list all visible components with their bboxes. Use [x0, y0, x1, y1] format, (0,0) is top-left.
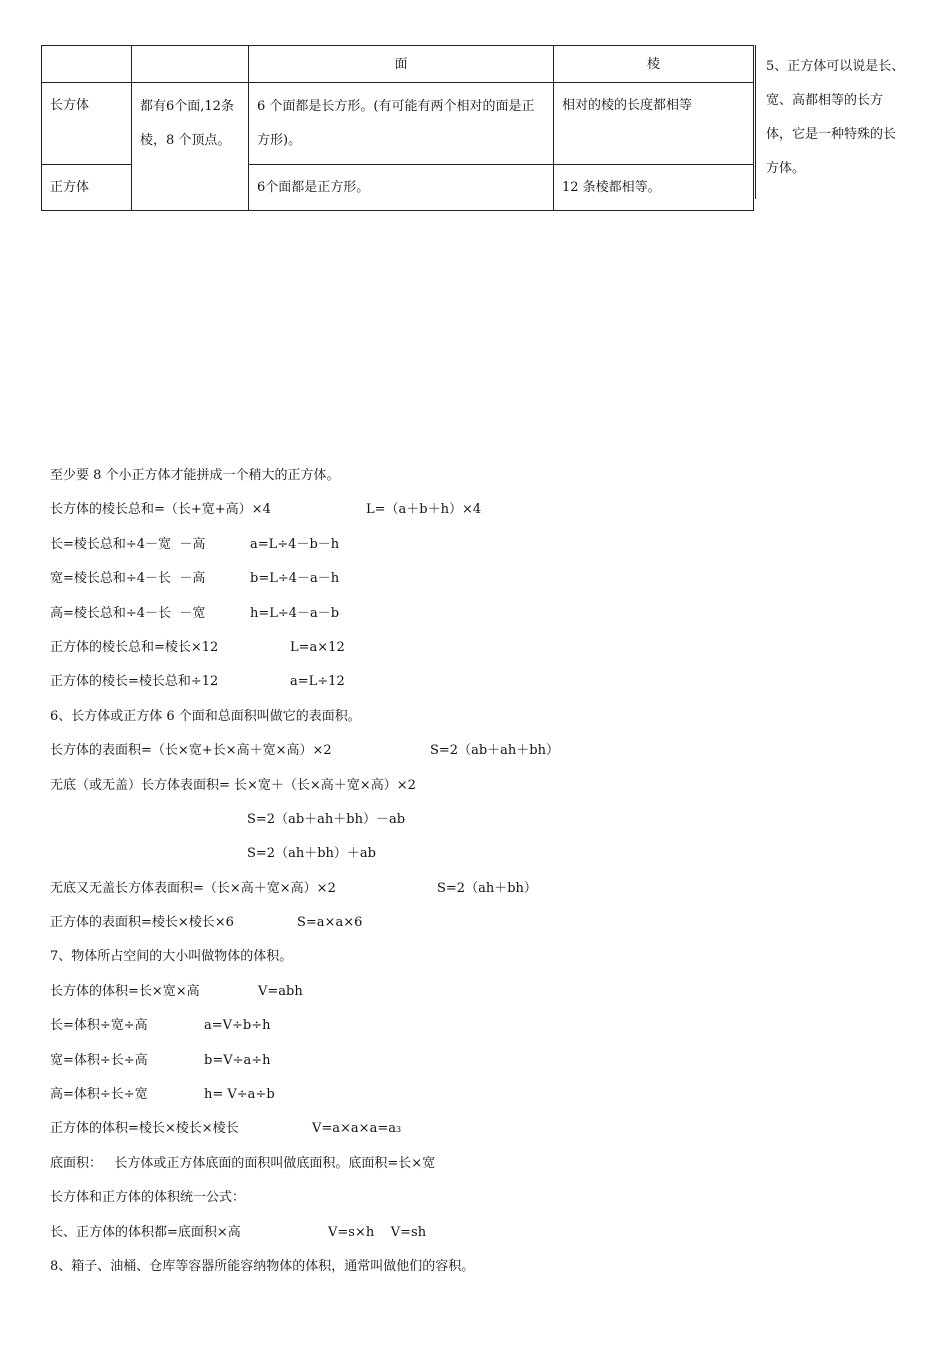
formula-text: 宽=棱长总和÷4－长 －高 — [50, 571, 206, 587]
formula-line — [50, 463, 930, 497]
formula-text: 长方体和正方体的体积统一公式： — [50, 1190, 246, 1206]
formula-line — [50, 635, 930, 669]
formula-line — [50, 669, 930, 703]
cube-face-cell — [249, 165, 554, 211]
table-header-row — [42, 46, 754, 83]
formula-text: 正方体的棱长总和=棱长×12 — [50, 639, 219, 655]
formula-text: 正方体的体积=棱长×棱长×棱长 — [50, 1121, 239, 1137]
formula-line — [50, 876, 930, 910]
cube-edge-cell — [554, 165, 754, 211]
formula-symbolic: a=V÷b÷h — [204, 1018, 271, 1034]
cuboid-edge-cell — [554, 83, 754, 165]
row-label-cuboid — [42, 83, 132, 165]
formula-line — [50, 601, 930, 635]
formula-text: 无底又无盖长方体表面积=（长×高＋宽×高）×2 — [50, 880, 336, 896]
formula-symbolic: V=s×h V=sh — [328, 1224, 427, 1240]
exponent-superscript: 3 — [395, 1125, 402, 1135]
formula-line — [50, 1220, 930, 1254]
formula-text: 长、正方体的体积都=底面积×高 — [50, 1224, 241, 1240]
formula-text: 正方体的棱长=棱长总和÷12 — [50, 674, 219, 690]
formula-text: 高=棱长总和÷4－长 －宽 — [50, 605, 206, 621]
formula-text: 至少要 8 个小正方体才能拼成一个稍大的正方体。 — [50, 468, 340, 483]
formula-text: 宽=体积÷长÷高 — [50, 1052, 148, 1068]
formula-text: 正方体的表面积=棱长×棱长×6 — [50, 915, 234, 931]
formula-line — [50, 807, 930, 841]
formula-line — [50, 1185, 930, 1219]
formula-symbolic: L=（a＋b＋h）×4 — [366, 502, 482, 518]
side-note-cube-definition: 5、正方体可以说是长、宽、高都相等的长方体，它是一种特殊的长方体。 — [766, 59, 905, 176]
formula-line — [50, 773, 930, 807]
formula-line — [50, 944, 930, 978]
cuboid-cube-comparison-table — [41, 45, 754, 211]
formula-symbolic: V=a×a×a=a3 — [312, 1121, 402, 1137]
formula-symbolic: a=L÷12 — [290, 674, 345, 690]
formula-line — [50, 1082, 930, 1116]
formula-text: 底面积： 长方体或正方体底面的面积叫做底面积。底面积=长×宽 — [50, 1155, 436, 1171]
cube-edge-text: 12 条棱都相等。 — [562, 180, 661, 195]
formula-symbolic: L=a×12 — [290, 639, 345, 655]
formula-line — [50, 738, 930, 772]
formula-lines — [50, 463, 930, 1288]
formula-symbolic: V=abh — [258, 983, 303, 999]
formula-symbolic: h= V÷a÷b — [204, 1087, 275, 1103]
formula-text: S=2（ab＋ah＋bh）－ab — [247, 811, 406, 827]
cuboid-face-cell: 6 个面都是长方形。(有可能有两个相对的面是正方形)。 — [249, 83, 554, 165]
formula-symbolic: S=a×a×6 — [297, 915, 363, 931]
formula-text: 无底（或无盖）长方体表面积= 长×宽＋（长×高＋宽×高）×2 — [50, 777, 416, 793]
common-properties-cell: 都有6个面,12条棱，8 个顶点。 — [132, 83, 249, 211]
formula-symbolic: S=2（ah＋bh） — [437, 880, 537, 896]
formula-line — [50, 532, 930, 566]
formula-symbolic: b=L÷4－a－h — [250, 571, 340, 587]
side-divider-line — [755, 45, 756, 199]
formula-symbolic: b=V÷a÷h — [204, 1052, 271, 1068]
row-label-text: 长方体 — [50, 98, 90, 113]
formula-symbolic: h=L÷4－a－b — [250, 605, 340, 621]
row-label-text: 正方体 — [50, 180, 90, 195]
formula-text: 长=体积÷宽÷高 — [50, 1018, 148, 1034]
formula-line — [50, 497, 930, 531]
header-cell-empty-2 — [132, 46, 249, 83]
formula-symbolic: S=2（ab＋ah＋bh） — [430, 743, 559, 759]
header-cell-face: 面 — [249, 46, 554, 83]
formula-line — [50, 1048, 930, 1082]
formula-line — [50, 841, 930, 875]
formula-line — [50, 1151, 930, 1185]
cuboid-edge-text: 相对的棱的长度都相等 — [562, 98, 693, 113]
formula-line — [50, 1254, 930, 1288]
formula-line — [50, 910, 930, 944]
table-row-cuboid — [42, 83, 754, 165]
formula-text: 8、箱子、油桶、仓库等容器所能容纳物体的体积，通常叫做他们的容积。 — [50, 1258, 475, 1274]
formula-line — [50, 1116, 930, 1150]
formula-text: 7、物体所占空间的大小叫做物体的体积。 — [50, 949, 293, 965]
formula-line — [50, 979, 930, 1013]
formula-line — [50, 704, 930, 738]
formula-text: 长=棱长总和÷4－宽 －高 — [50, 536, 206, 552]
row-label-cube — [42, 165, 132, 211]
formula-text: S=2（ah＋bh）＋ab — [247, 846, 376, 862]
header-cell-edge: 棱 — [554, 46, 754, 83]
header-cell-empty-1 — [42, 46, 132, 83]
formula-text: 长方体的体积=长×宽×高 — [50, 983, 200, 999]
formula-text: 高=体积÷长÷宽 — [50, 1087, 148, 1103]
formula-line — [50, 1013, 930, 1047]
formula-symbolic: a=L÷4－b－h — [250, 536, 340, 552]
formula-text: 长方体的表面积=（长×宽+长×高＋宽×高）×2 — [50, 743, 332, 759]
formula-line — [50, 566, 930, 600]
cube-face-text: 6个面都是正方形。 — [257, 180, 370, 195]
formula-text: 6、长方体或正方体 6 个面和总面积叫做它的表面积。 — [50, 708, 361, 724]
formula-text: 长方体的棱长总和=（长+宽+高）×4 — [50, 502, 271, 518]
